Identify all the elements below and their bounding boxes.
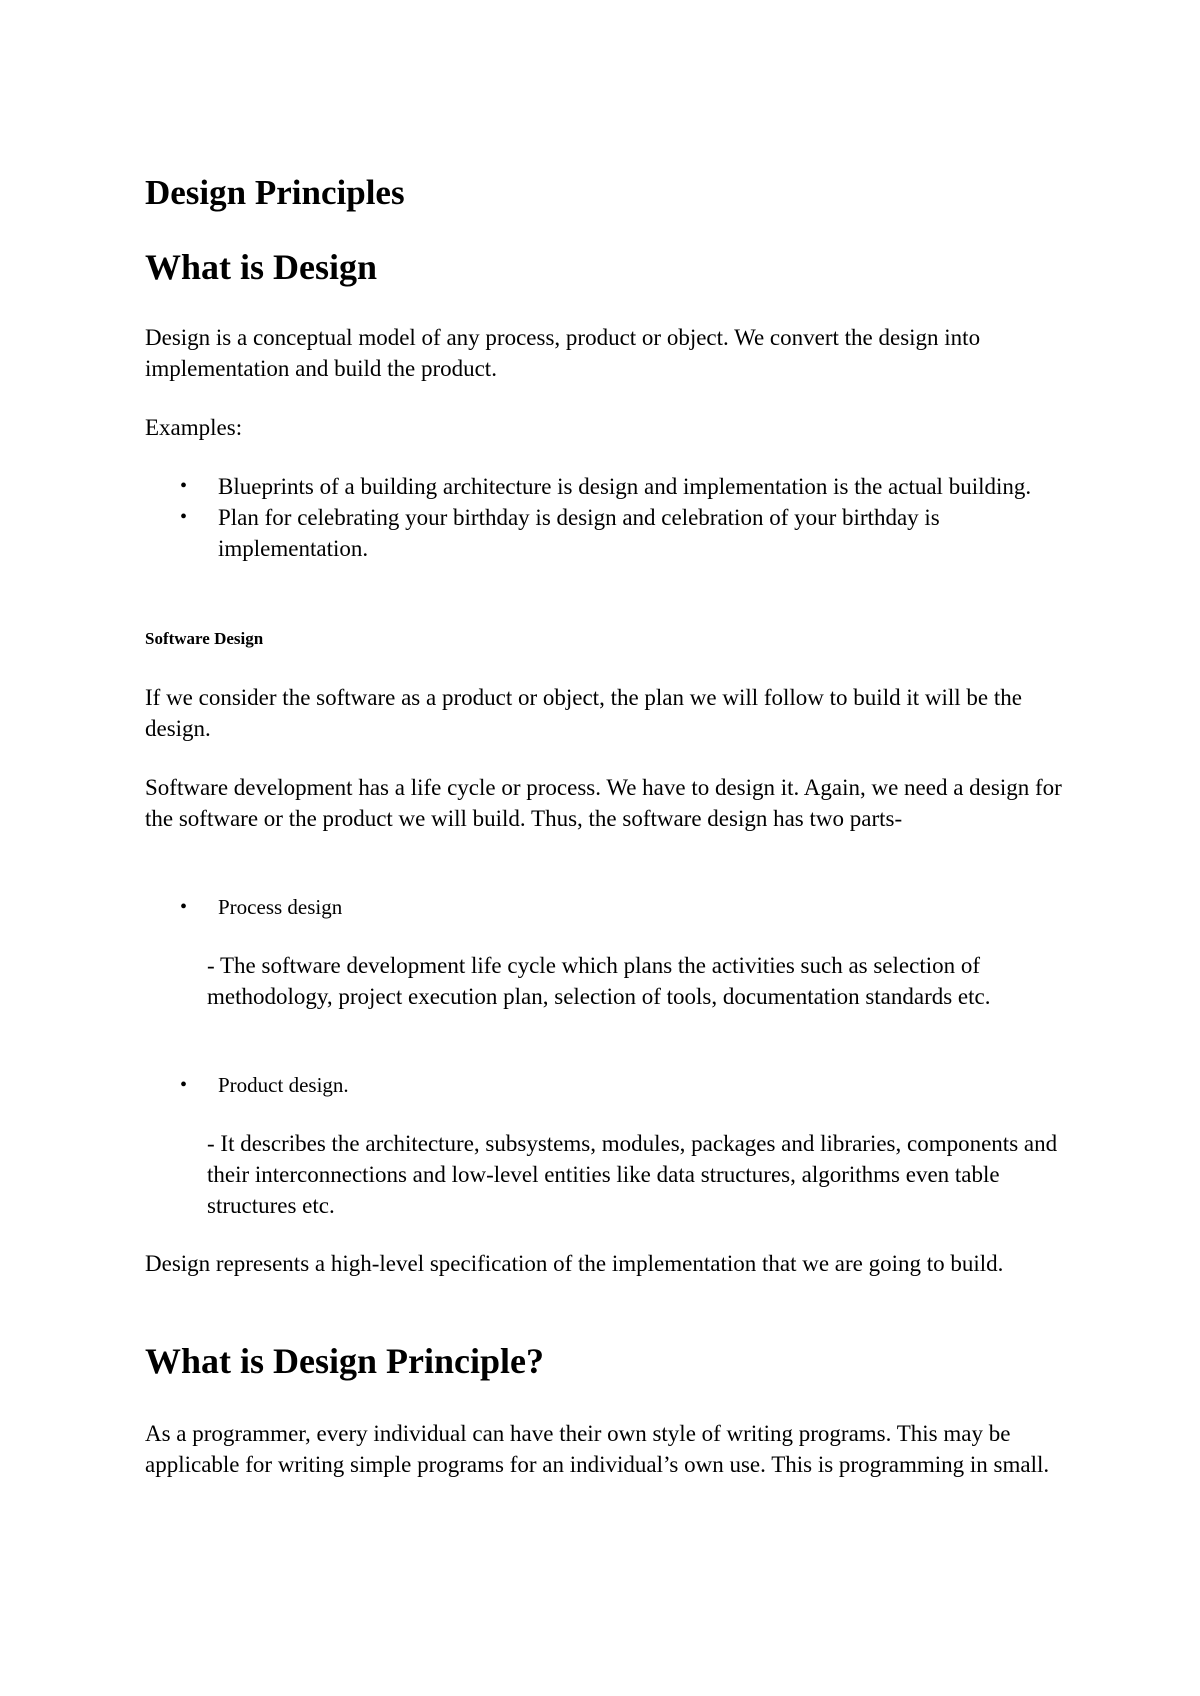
examples-label: Examples: [145,415,243,440]
heading-what-is-design: What is Design [145,247,378,287]
list-item: • Blueprints of a building architecture is design and implementation is the actual building. [145,471,1045,502]
design-principle-paragraph: As a programmer, every individual can have their own style of writing programs. This may be applicable for writing simple programs for an individual’s own use. This is programming in small. [145,1421,1050,1477]
software-design-paragraph-2: Software development has a life cycle or process. We have to design it. Again, we need a design for the software or the product we will build. Thus, the software design has two parts- [145,775,1062,831]
process-design-item: • Process design [145,892,342,923]
product-design-description: - It describes the architecture, subsystems, modules, packages and libraries, components and their interconnections and low-level entities like data structures, algorithms even table structures etc. [207,1131,1058,1218]
document-title: Design Principles [145,173,405,212]
design-summary-paragraph: Design represents a high-level specification of the implementation that we are going to build. [145,1251,1004,1276]
software-design-heading: Software Design [145,629,264,648]
heading-what-is-design-principle: What is Design Principle? [145,1341,545,1381]
software-design-paragraph-1: If we consider the software as a product or object, the plan we will follow to build it will be the design. [145,685,1022,741]
design-definition-paragraph: Design is a conceptual model of any process, product or object. We convert the design into implementation and build the product. [145,325,981,381]
product-design-item: • Product design. [145,1070,349,1101]
list-item: • Plan for celebrating your birthday is design and celebration of your birthday is implementation. [145,502,1045,564]
examples-list [145,471,1045,564]
process-design-description: - The software development life cycle which plans the activities such as selection of methodology, project execution plan, selection of tools, documentation standards etc. [207,953,991,1009]
